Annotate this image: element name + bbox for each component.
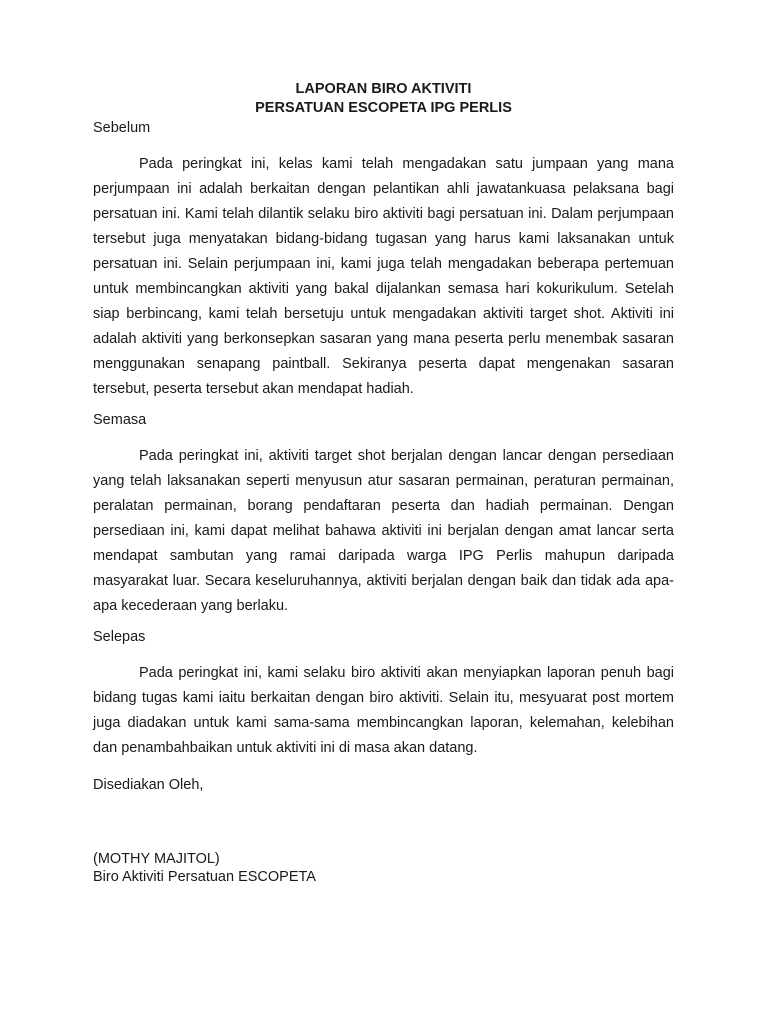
section-heading-selepas: Selepas — [93, 629, 146, 645]
document-title — [93, 80, 674, 118]
section-heading-sebelum: Sebelum — [93, 120, 151, 136]
section-heading-semasa: Semasa — [93, 412, 147, 428]
closing-line: Disediakan Oleh, — [93, 777, 204, 793]
paragraph-semasa: Pada peringkat ini, aktiviti target shot berjalan dengan lancar dengan persediaan yang telah laksanakan seperti menyusun atur sasaran permainan, peraturan permainan, peralatan permainan, borang pendaftaran peserta dan hadiah permainan. Dengan persediaan ini, kami dapat melihat bahawa aktiviti ini berjalan dengan amat lancar serta mendapat sambutan yang ramai daripada warga IPG Perlis mahupun daripada masyarakat luar. Secara keseluruhannya, aktiviti berjalan dengan baik dan tidak ada apa-apa kecederaan yang berlaku. — [93, 448, 674, 614]
paragraph-selepas: Pada peringkat ini, kami selaku biro aktiviti akan menyiapkan laporan penuh bagi bidang tugas kami iaitu berkaitan dengan biro aktiviti. Selain itu, mesyuarat post mortem juga diadakan untuk kami sama-sama membincangkan laporan, kelemahan, kelebihan dan penambahbaikan untuk aktiviti ini di masa akan datang. — [93, 665, 674, 756]
signature-block — [93, 850, 674, 886]
signature-name: (MOTHY MAJITOL) — [93, 851, 220, 867]
paragraph-sebelum: Pada peringkat ini, kelas kami telah mengadakan satu jumpaan yang mana perjumpaan ini adalah berkaitan dengan pelantikan ahli jawatankuasa pelaksana bagi persatuan ini. Kami telah dilantik selaku biro aktiviti bagi persatuan ini. Dalam perjumpaan tersebut juga menyatakan bidang-bidang tugasan yang harus kami laksanakan untuk persatuan ini. Selain perjumpaan ini, kami juga telah mengadakan beberapa pertemuan untuk membincangkan aktiviti yang bakal dijalankan semasa hari kokurikulum. Setelah siap berbincang, kami telah bersetuju untuk mengadakan aktiviti target shot. Aktiviti ini adalah aktiviti yang berkonsepkan sasaran yang mana peserta perlu menembak sasaran menggunakan senapang paintball. Sekiranya peserta dapat mengenakan sasaran tersebut, peserta tersebut akan mendapat hadiah. — [93, 156, 674, 397]
title-line-1: LAPORAN BIRO AKTIVITI — [295, 81, 472, 97]
signature-title: Biro Aktiviti Persatuan ESCOPETA — [93, 869, 316, 885]
title-line-2: PERSATUAN ESCOPETA IPG PERLIS — [255, 100, 512, 116]
